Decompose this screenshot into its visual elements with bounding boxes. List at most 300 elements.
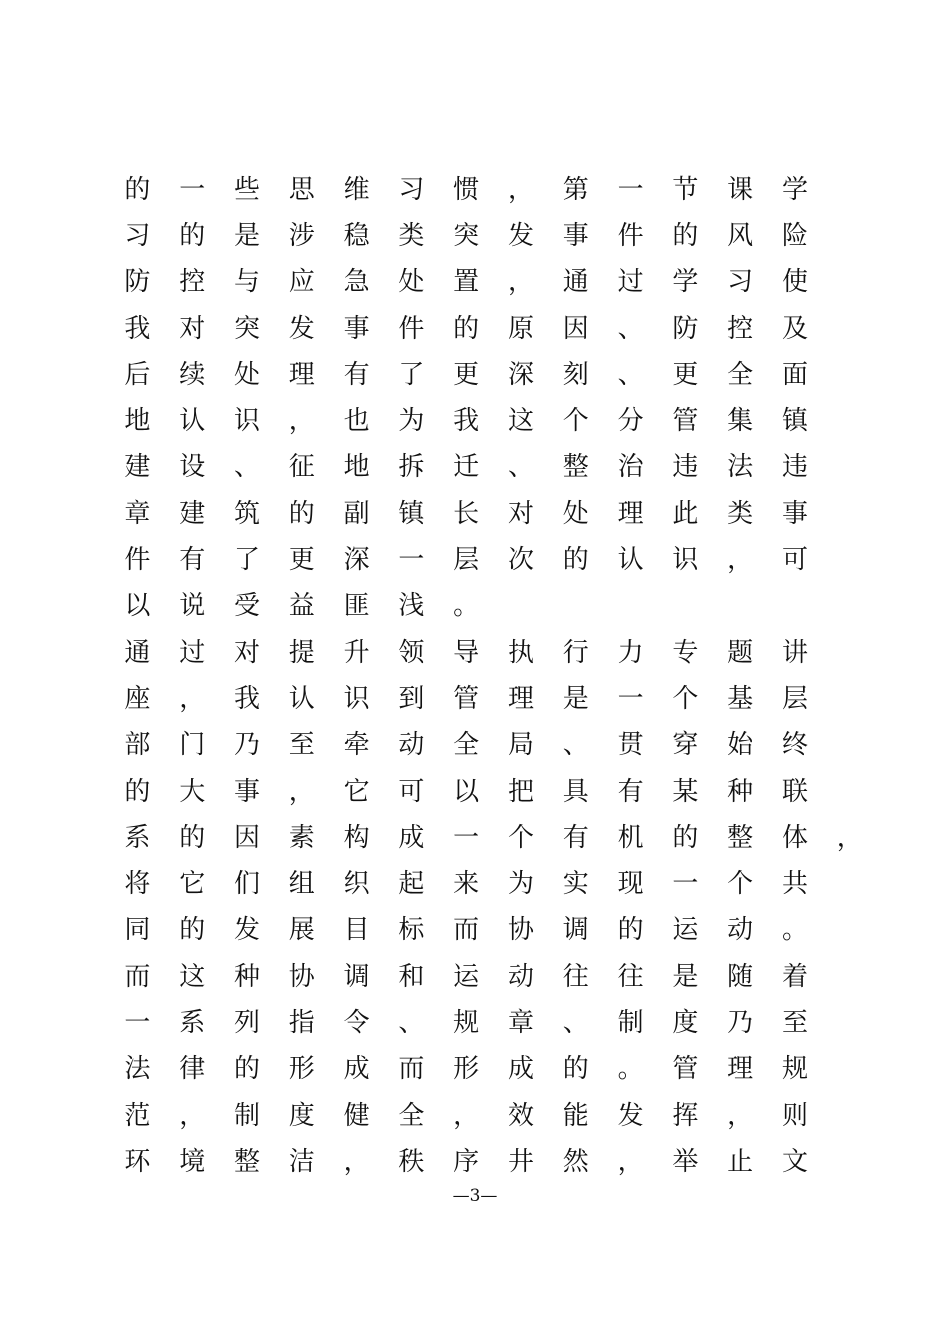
text-char: 学 (781, 174, 808, 205)
text-char: 管 (672, 406, 699, 437)
text-char: 了 (398, 359, 425, 390)
text-char: 学 (672, 267, 699, 298)
text-char: 题 (727, 637, 754, 668)
text-char: 协 (507, 915, 534, 946)
text-char: ， (288, 406, 315, 437)
text-char: 惯 (453, 174, 480, 205)
body-text (110, 164, 870, 1183)
text-char: 整 (727, 822, 754, 853)
text-line (110, 1136, 870, 1182)
text-char: 往 (617, 961, 644, 992)
text-char: 章 (507, 1007, 534, 1038)
text-char: 序 (453, 1146, 480, 1177)
text-char: 而 (124, 961, 151, 992)
text-char: 我 (124, 313, 151, 344)
text-char: 以 (453, 776, 480, 807)
text-char: 地 (343, 452, 370, 483)
text-char: 随 (727, 961, 754, 992)
text-char: 更 (288, 545, 315, 576)
text-char: 的 (233, 1054, 260, 1085)
text-char: 迁 (453, 452, 480, 483)
text-char: 事 (562, 220, 589, 251)
text-char: 镇 (781, 406, 808, 437)
text-char: 。 (453, 591, 480, 622)
text-char: 件 (617, 220, 644, 251)
text-char: 一 (617, 174, 644, 205)
text-char: 的 (124, 776, 151, 807)
text-char: 有 (617, 776, 644, 807)
text-char: 行 (562, 637, 589, 668)
text-char: 匪 (343, 591, 370, 622)
text-char: 乃 (233, 730, 260, 761)
text-char: 部 (124, 730, 151, 761)
text-char: 受 (233, 591, 260, 622)
text-char: 则 (781, 1100, 808, 1131)
text-char: 的 (617, 915, 644, 946)
text-char: 此 (672, 498, 699, 529)
text-char: 而 (398, 1054, 425, 1085)
text-char: 座 (124, 683, 151, 714)
text-char: 了 (233, 545, 260, 576)
text-char: 讲 (781, 637, 808, 668)
text-char: 范 (124, 1100, 151, 1131)
text-char: 件 (398, 313, 425, 344)
text-line (110, 673, 870, 719)
text-char: 对 (233, 637, 260, 668)
text-char: 分 (617, 406, 644, 437)
text-char: 一 (179, 174, 206, 205)
text-char: 续 (179, 359, 206, 390)
text-char: 执 (507, 637, 534, 668)
text-char: 、 (398, 1007, 425, 1038)
text-char: 把 (507, 776, 534, 807)
page-number: —3— (452, 1186, 498, 1206)
text-char: 法 (727, 452, 754, 483)
text-char: 有 (562, 822, 589, 853)
text-char: 个 (672, 683, 699, 714)
text-line (110, 1044, 870, 1090)
text-char: ， (453, 1100, 480, 1131)
text-char: 课 (727, 174, 754, 205)
text-char: 事 (343, 313, 370, 344)
text-char: 思 (288, 174, 315, 205)
text-char: 发 (288, 313, 315, 344)
text-line (110, 581, 870, 627)
text-char: 节 (672, 174, 699, 205)
text-char: 识 (343, 683, 370, 714)
text-char: 益 (288, 591, 315, 622)
text-char: 动 (727, 915, 754, 946)
text-char: 防 (124, 267, 151, 298)
text-line (110, 951, 870, 997)
text-char: 标 (398, 915, 425, 946)
text-char: 过 (179, 637, 206, 668)
text-char: 种 (233, 961, 260, 992)
text-char: 至 (288, 730, 315, 761)
text-char: 处 (233, 359, 260, 390)
text-char: 法 (124, 1054, 151, 1085)
text-char: 有 (179, 545, 206, 576)
text-char: 风 (727, 220, 754, 251)
text-char: 健 (343, 1100, 370, 1131)
text-char: ， (836, 822, 863, 853)
text-char: 成 (343, 1054, 370, 1085)
text-char: 发 (507, 220, 534, 251)
text-char: 将 (124, 869, 151, 900)
text-char: 然 (562, 1146, 589, 1177)
text-char: 力 (617, 637, 644, 668)
text-char: 同 (124, 915, 151, 946)
text-char: ， (343, 1146, 370, 1177)
text-char: 运 (453, 961, 480, 992)
text-char: 乃 (727, 1007, 754, 1038)
text-char: 着 (781, 961, 808, 992)
text-char: 次 (507, 545, 534, 576)
text-char: 我 (453, 406, 480, 437)
text-char: 大 (179, 776, 206, 807)
text-char: 刻 (562, 359, 589, 390)
text-line (110, 858, 870, 904)
text-char: 调 (562, 915, 589, 946)
text-char: 井 (507, 1146, 534, 1177)
text-line (110, 997, 870, 1043)
text-char: 浅 (398, 591, 425, 622)
text-char: 违 (781, 452, 808, 483)
text-char: 可 (781, 545, 808, 576)
text-char: 全 (453, 730, 480, 761)
text-char: 使 (781, 267, 808, 298)
text-char: 件 (124, 545, 151, 576)
text-char: 系 (179, 1007, 206, 1038)
text-char: 理 (288, 359, 315, 390)
text-line (110, 720, 870, 766)
text-char: 制 (233, 1100, 260, 1131)
text-char: 列 (233, 1007, 260, 1038)
text-line (110, 627, 870, 673)
text-char: 控 (179, 267, 206, 298)
text-line (110, 303, 870, 349)
text-char: 以 (124, 591, 151, 622)
text-char: 整 (233, 1146, 260, 1177)
text-char: 境 (179, 1146, 206, 1177)
text-char: 习 (124, 220, 151, 251)
text-char: 置 (453, 267, 480, 298)
text-char: 穿 (672, 730, 699, 761)
text-char: ， (507, 174, 534, 205)
text-char: 深 (343, 545, 370, 576)
text-char: 我 (233, 683, 260, 714)
text-char: 。 (617, 1054, 644, 1085)
text-char: 贯 (617, 730, 644, 761)
text-char: 因 (562, 313, 589, 344)
text-char: 、 (617, 359, 644, 390)
text-char: 识 (233, 406, 260, 437)
text-char: 到 (398, 683, 425, 714)
text-char: 运 (672, 915, 699, 946)
text-char: 急 (343, 267, 370, 298)
text-line (110, 534, 870, 580)
text-char: 、 (507, 452, 534, 483)
text-char: 种 (727, 776, 754, 807)
text-char: 过 (617, 267, 644, 298)
text-char: 它 (343, 776, 370, 807)
text-char: 提 (288, 637, 315, 668)
text-char: 它 (179, 869, 206, 900)
text-char: 成 (398, 822, 425, 853)
text-line (110, 349, 870, 395)
text-char: 防 (672, 313, 699, 344)
text-char: 一 (672, 869, 699, 900)
text-char: 设 (179, 452, 206, 483)
text-char: 发 (233, 915, 260, 946)
text-char: 应 (288, 267, 315, 298)
text-char: 整 (562, 452, 589, 483)
text-char: 往 (562, 961, 589, 992)
text-char: 实 (562, 869, 589, 900)
text-char: 动 (507, 961, 534, 992)
text-char: ， (179, 1100, 206, 1131)
text-char: 对 (179, 313, 206, 344)
text-char: 。 (781, 915, 808, 946)
text-char: 事 (233, 776, 260, 807)
text-char: 这 (507, 406, 534, 437)
text-char: 章 (124, 498, 151, 529)
text-char: 动 (398, 730, 425, 761)
text-char: 来 (453, 869, 480, 900)
text-line (110, 488, 870, 534)
text-char: 原 (507, 313, 534, 344)
text-char: 的 (672, 822, 699, 853)
text-char: 违 (672, 452, 699, 483)
text-char: 导 (453, 637, 480, 668)
text-char: 某 (672, 776, 699, 807)
text-char: 是 (562, 683, 589, 714)
text-char: 识 (672, 545, 699, 576)
text-char: 洁 (288, 1146, 315, 1177)
text-char: 、 (562, 730, 589, 761)
text-char: 度 (672, 1007, 699, 1038)
text-char: 地 (124, 406, 151, 437)
text-char: 体 (781, 822, 808, 853)
text-char: 筑 (233, 498, 260, 529)
text-char: 的 (562, 545, 589, 576)
text-char: 令 (343, 1007, 370, 1038)
text-char: 而 (453, 915, 480, 946)
text-char: 处 (398, 267, 425, 298)
text-char: 秩 (398, 1146, 425, 1177)
text-char: 协 (288, 961, 315, 992)
text-char: 环 (124, 1146, 151, 1177)
text-char: 的 (562, 1054, 589, 1085)
text-char: 基 (727, 683, 754, 714)
text-char: 机 (617, 822, 644, 853)
text-char: 一 (398, 545, 425, 576)
text-char: 共 (781, 869, 808, 900)
text-char: 效 (507, 1100, 534, 1131)
text-char: 认 (179, 406, 206, 437)
text-char: 拆 (398, 452, 425, 483)
text-char: 始 (727, 730, 754, 761)
text-char: 成 (507, 1054, 534, 1085)
text-char: 的 (288, 498, 315, 529)
text-char: 建 (124, 452, 151, 483)
text-char: 的 (453, 313, 480, 344)
text-char: ， (179, 683, 206, 714)
text-char: 形 (288, 1054, 315, 1085)
text-line (110, 766, 870, 812)
text-char: 通 (124, 637, 151, 668)
text-char: 治 (617, 452, 644, 483)
text-char: 能 (562, 1100, 589, 1131)
text-char: ， (617, 1146, 644, 1177)
text-char: 度 (288, 1100, 315, 1131)
text-char: 管 (453, 683, 480, 714)
text-char: ， (507, 267, 534, 298)
text-char: 有 (343, 359, 370, 390)
text-char: 处 (562, 498, 589, 529)
text-line (110, 812, 870, 858)
text-char: 起 (398, 869, 425, 900)
text-line (110, 395, 870, 441)
text-char: 规 (453, 1007, 480, 1038)
text-char: 文 (781, 1146, 808, 1177)
text-char: 更 (672, 359, 699, 390)
text-char: 稳 (343, 220, 370, 251)
text-char: 为 (507, 869, 534, 900)
text-char: 发 (617, 1100, 644, 1131)
text-char: 律 (179, 1054, 206, 1085)
text-char: 理 (507, 683, 534, 714)
text-char: 及 (781, 313, 808, 344)
text-char: 层 (453, 545, 480, 576)
text-char: ， (727, 545, 754, 576)
text-char: 是 (233, 220, 260, 251)
text-char: 织 (343, 869, 370, 900)
text-char: 第 (562, 174, 589, 205)
text-char: 个 (727, 869, 754, 900)
text-char: 副 (343, 498, 370, 529)
text-char: 认 (617, 545, 644, 576)
text-char: 建 (179, 498, 206, 529)
text-char: 一 (453, 822, 480, 853)
text-char: 为 (398, 406, 425, 437)
text-line (110, 442, 870, 488)
text-char: 长 (453, 498, 480, 529)
text-char: 全 (727, 359, 754, 390)
text-line (110, 164, 870, 210)
text-char: 管 (672, 1054, 699, 1085)
text-char: 一 (124, 1007, 151, 1038)
text-char: 升 (343, 637, 370, 668)
text-char: 突 (453, 220, 480, 251)
text-char: 可 (398, 776, 425, 807)
text-char: 形 (453, 1054, 480, 1085)
text-line (110, 210, 870, 256)
text-char: 个 (562, 406, 589, 437)
text-char: ， (288, 776, 315, 807)
text-line (110, 257, 870, 303)
text-char: 目 (343, 915, 370, 946)
text-char: 现 (617, 869, 644, 900)
text-char: 的 (179, 915, 206, 946)
text-char: 的 (179, 822, 206, 853)
text-char: 集 (727, 406, 754, 437)
text-char: 具 (562, 776, 589, 807)
text-char: 止 (727, 1146, 754, 1177)
text-char: 们 (233, 869, 260, 900)
text-char: 规 (781, 1054, 808, 1085)
text-char: 类 (398, 220, 425, 251)
text-char: 调 (343, 961, 370, 992)
text-char: 这 (179, 961, 206, 992)
text-char: 险 (781, 220, 808, 251)
text-char: 门 (179, 730, 206, 761)
text-char: 些 (233, 174, 260, 205)
text-char: 也 (343, 406, 370, 437)
text-char: 一 (617, 683, 644, 714)
text-char: 突 (233, 313, 260, 344)
text-char: 素 (288, 822, 315, 853)
text-char: 征 (288, 452, 315, 483)
text-line (110, 905, 870, 951)
text-char: 系 (124, 822, 151, 853)
text-char: 、 (617, 313, 644, 344)
text-char: 至 (781, 1007, 808, 1038)
text-char: 事 (781, 498, 808, 529)
text-char: 构 (343, 822, 370, 853)
text-char: 层 (781, 683, 808, 714)
text-char: 习 (398, 174, 425, 205)
text-char: 举 (672, 1146, 699, 1177)
text-char: 控 (727, 313, 754, 344)
text-char: 组 (288, 869, 315, 900)
text-char: 、 (562, 1007, 589, 1038)
text-char: 专 (672, 637, 699, 668)
text-char: 局 (507, 730, 534, 761)
text-char: 和 (398, 961, 425, 992)
text-char: 通 (562, 267, 589, 298)
text-char: 因 (233, 822, 260, 853)
text-char: 的 (124, 174, 151, 205)
text-char: 后 (124, 359, 151, 390)
text-char: 挥 (672, 1100, 699, 1131)
text-char: 维 (343, 174, 370, 205)
text-char: 制 (617, 1007, 644, 1038)
text-char: 的 (672, 220, 699, 251)
text-char: 牵 (343, 730, 370, 761)
text-char: 指 (288, 1007, 315, 1038)
text-line (110, 1090, 870, 1136)
text-char: 的 (179, 220, 206, 251)
text-char: 更 (453, 359, 480, 390)
text-char: 个 (507, 822, 534, 853)
text-char: 理 (617, 498, 644, 529)
text-char: 领 (398, 637, 425, 668)
text-char: 类 (727, 498, 754, 529)
text-char: 对 (507, 498, 534, 529)
text-char: ， (727, 1100, 754, 1131)
text-char: 展 (288, 915, 315, 946)
text-char: 镇 (398, 498, 425, 529)
text-char: 说 (179, 591, 206, 622)
text-char: 深 (507, 359, 534, 390)
text-char: 与 (233, 267, 260, 298)
text-char: 是 (672, 961, 699, 992)
text-char: 终 (781, 730, 808, 761)
text-char: 习 (727, 267, 754, 298)
text-char: 面 (781, 359, 808, 390)
text-char: 理 (727, 1054, 754, 1085)
